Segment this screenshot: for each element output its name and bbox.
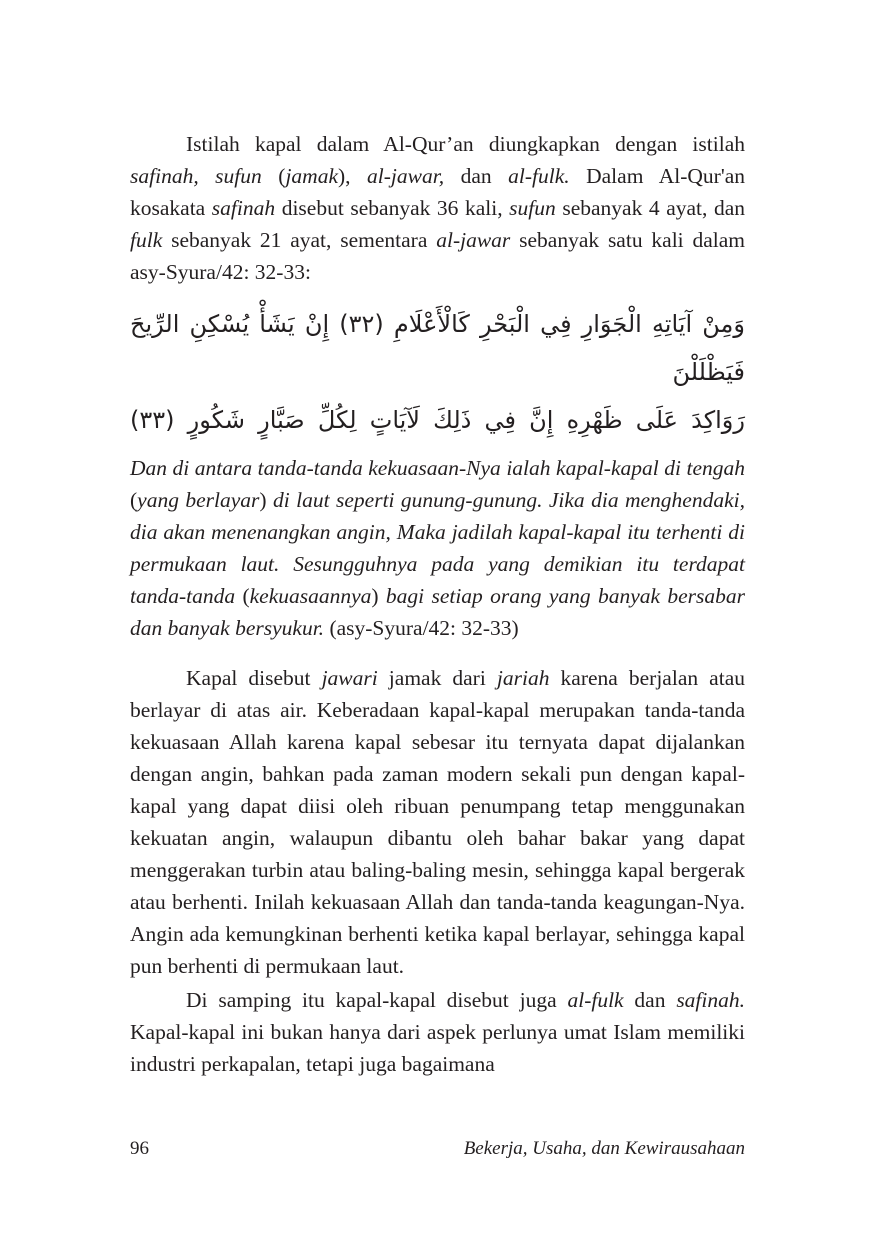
paragraph-intro bbox=[130, 128, 745, 288]
italic-text: yang berlayar bbox=[137, 488, 260, 512]
italic-text: Dan di antara tanda-tanda kekuasaan-Nya ialah kapal-kapal di tengah bbox=[130, 456, 745, 480]
page-body bbox=[130, 128, 745, 1080]
text: sebanyak satu kali dalam asy-Syura/42: 32-33: bbox=[130, 228, 746, 284]
paragraph-fulk bbox=[130, 984, 745, 1080]
running-title: Bekerja, Usaha, dan Kewirausahaan bbox=[463, 1138, 745, 1159]
italic-term: fulk bbox=[130, 228, 163, 252]
text: karena berjalan atau berlayar di atas air. Keberadaan kapal-kapal merupakan tanda-tanda kekuasaan Allah karena kapal sebesar itu ternyata dapat dijalankan dengan angin, bahkan pada zaman modern sekali pun dengan kapal-kapal yang dapat diisi oleh ribuan penumpang tetap menggunakan kekuatan angin, walaupun dibantu oleh bahar bakar yang dapat menggerakan turbin atau baling-baling mesin, sehingga kapal bergerak atau berhenti. Inilah kekuasaan Allah dan tanda-tanda keagungan-Nya. Angin ada kemungkinan berhenti ketika kapal berlayar, sehingga kapal pun berhenti di permukaan laut. bbox=[130, 666, 745, 978]
italic-text: bagi setiap orang yang banyak bersabar dan banyak bersyukur. bbox=[130, 584, 746, 640]
text: ( bbox=[242, 584, 250, 608]
italic-term: al-fulk. bbox=[508, 164, 570, 188]
italic-text: di laut seperti gunung-gunung. Jika dia menghendaki, dia akan menenangkan angin, Maka jadilah kapal-kapal itu terhenti di permukaan laut. Sesungguhnya pada yang demikian itu terdapat tanda-tanda bbox=[130, 488, 745, 608]
paragraph-jawari bbox=[130, 662, 745, 982]
text: dan bbox=[444, 164, 509, 188]
verse-reference: (asy-Syura/42: 32-33) bbox=[324, 616, 519, 640]
text: Kapal disebut bbox=[186, 666, 322, 690]
text: sebanyak 21 ayat, sementara bbox=[162, 228, 437, 252]
text: jamak dari bbox=[377, 666, 497, 690]
text: ), bbox=[337, 164, 368, 188]
verse-translation bbox=[130, 452, 745, 644]
italic-term: jamak bbox=[285, 164, 338, 188]
arabic-verse-line-1: وَمِنْ آيَاتِهِ الْجَوَارِ فِي الْبَحْرِ كَالْأَعْلَامِ (٣٢) إِنْ يَشَأْ يُسْكِنِ الرِّيحَ فَيَظْلَلْنَ bbox=[130, 310, 745, 386]
text: disebut sebanyak 36 kali, bbox=[275, 196, 510, 220]
arabic-verse bbox=[130, 300, 745, 444]
page-number: 96 bbox=[130, 1138, 149, 1159]
italic-term: safinah bbox=[211, 196, 276, 220]
italic-term: jariah bbox=[496, 666, 550, 690]
text: ( bbox=[261, 164, 286, 188]
page-footer bbox=[130, 1138, 745, 1160]
text: ( bbox=[130, 488, 138, 512]
text: Dalam Al-Qur'an kosakata bbox=[130, 164, 745, 220]
arabic-verse-line-2: رَوَاكِدَ عَلَى ظَهْرِهِ إِنَّ فِي ذَلِكَ لَآيَاتٍ لِكُلِّ صَبَّارٍ شَكُورٍ (٣٣) bbox=[130, 406, 745, 434]
text: ) bbox=[371, 584, 379, 608]
text: Kapal-kapal ini bukan hanya dari aspek perlunya umat Islam memiliki industri perkapalan, tetapi juga bagaimana bbox=[130, 1020, 745, 1076]
italic-term: safinah, sufun bbox=[130, 164, 262, 188]
italic-term: al-jawar bbox=[436, 228, 511, 252]
text: Di samping itu kapal-kapal disebut juga bbox=[186, 988, 568, 1012]
italic-term: jawari bbox=[321, 666, 378, 690]
italic-term: safinah. bbox=[676, 988, 746, 1012]
italic-term: sufun bbox=[509, 196, 556, 220]
text: Istilah kapal dalam Al-Qur’an diungkapkan dengan istilah bbox=[186, 132, 745, 156]
italic-term: al-jawar, bbox=[367, 164, 445, 188]
text: dan bbox=[623, 988, 677, 1012]
text: sebanyak 4 ayat, dan bbox=[555, 196, 745, 220]
italic-text: kekuasaannya bbox=[249, 584, 372, 608]
text: ) bbox=[259, 488, 267, 512]
italic-term: al-fulk bbox=[567, 988, 624, 1012]
